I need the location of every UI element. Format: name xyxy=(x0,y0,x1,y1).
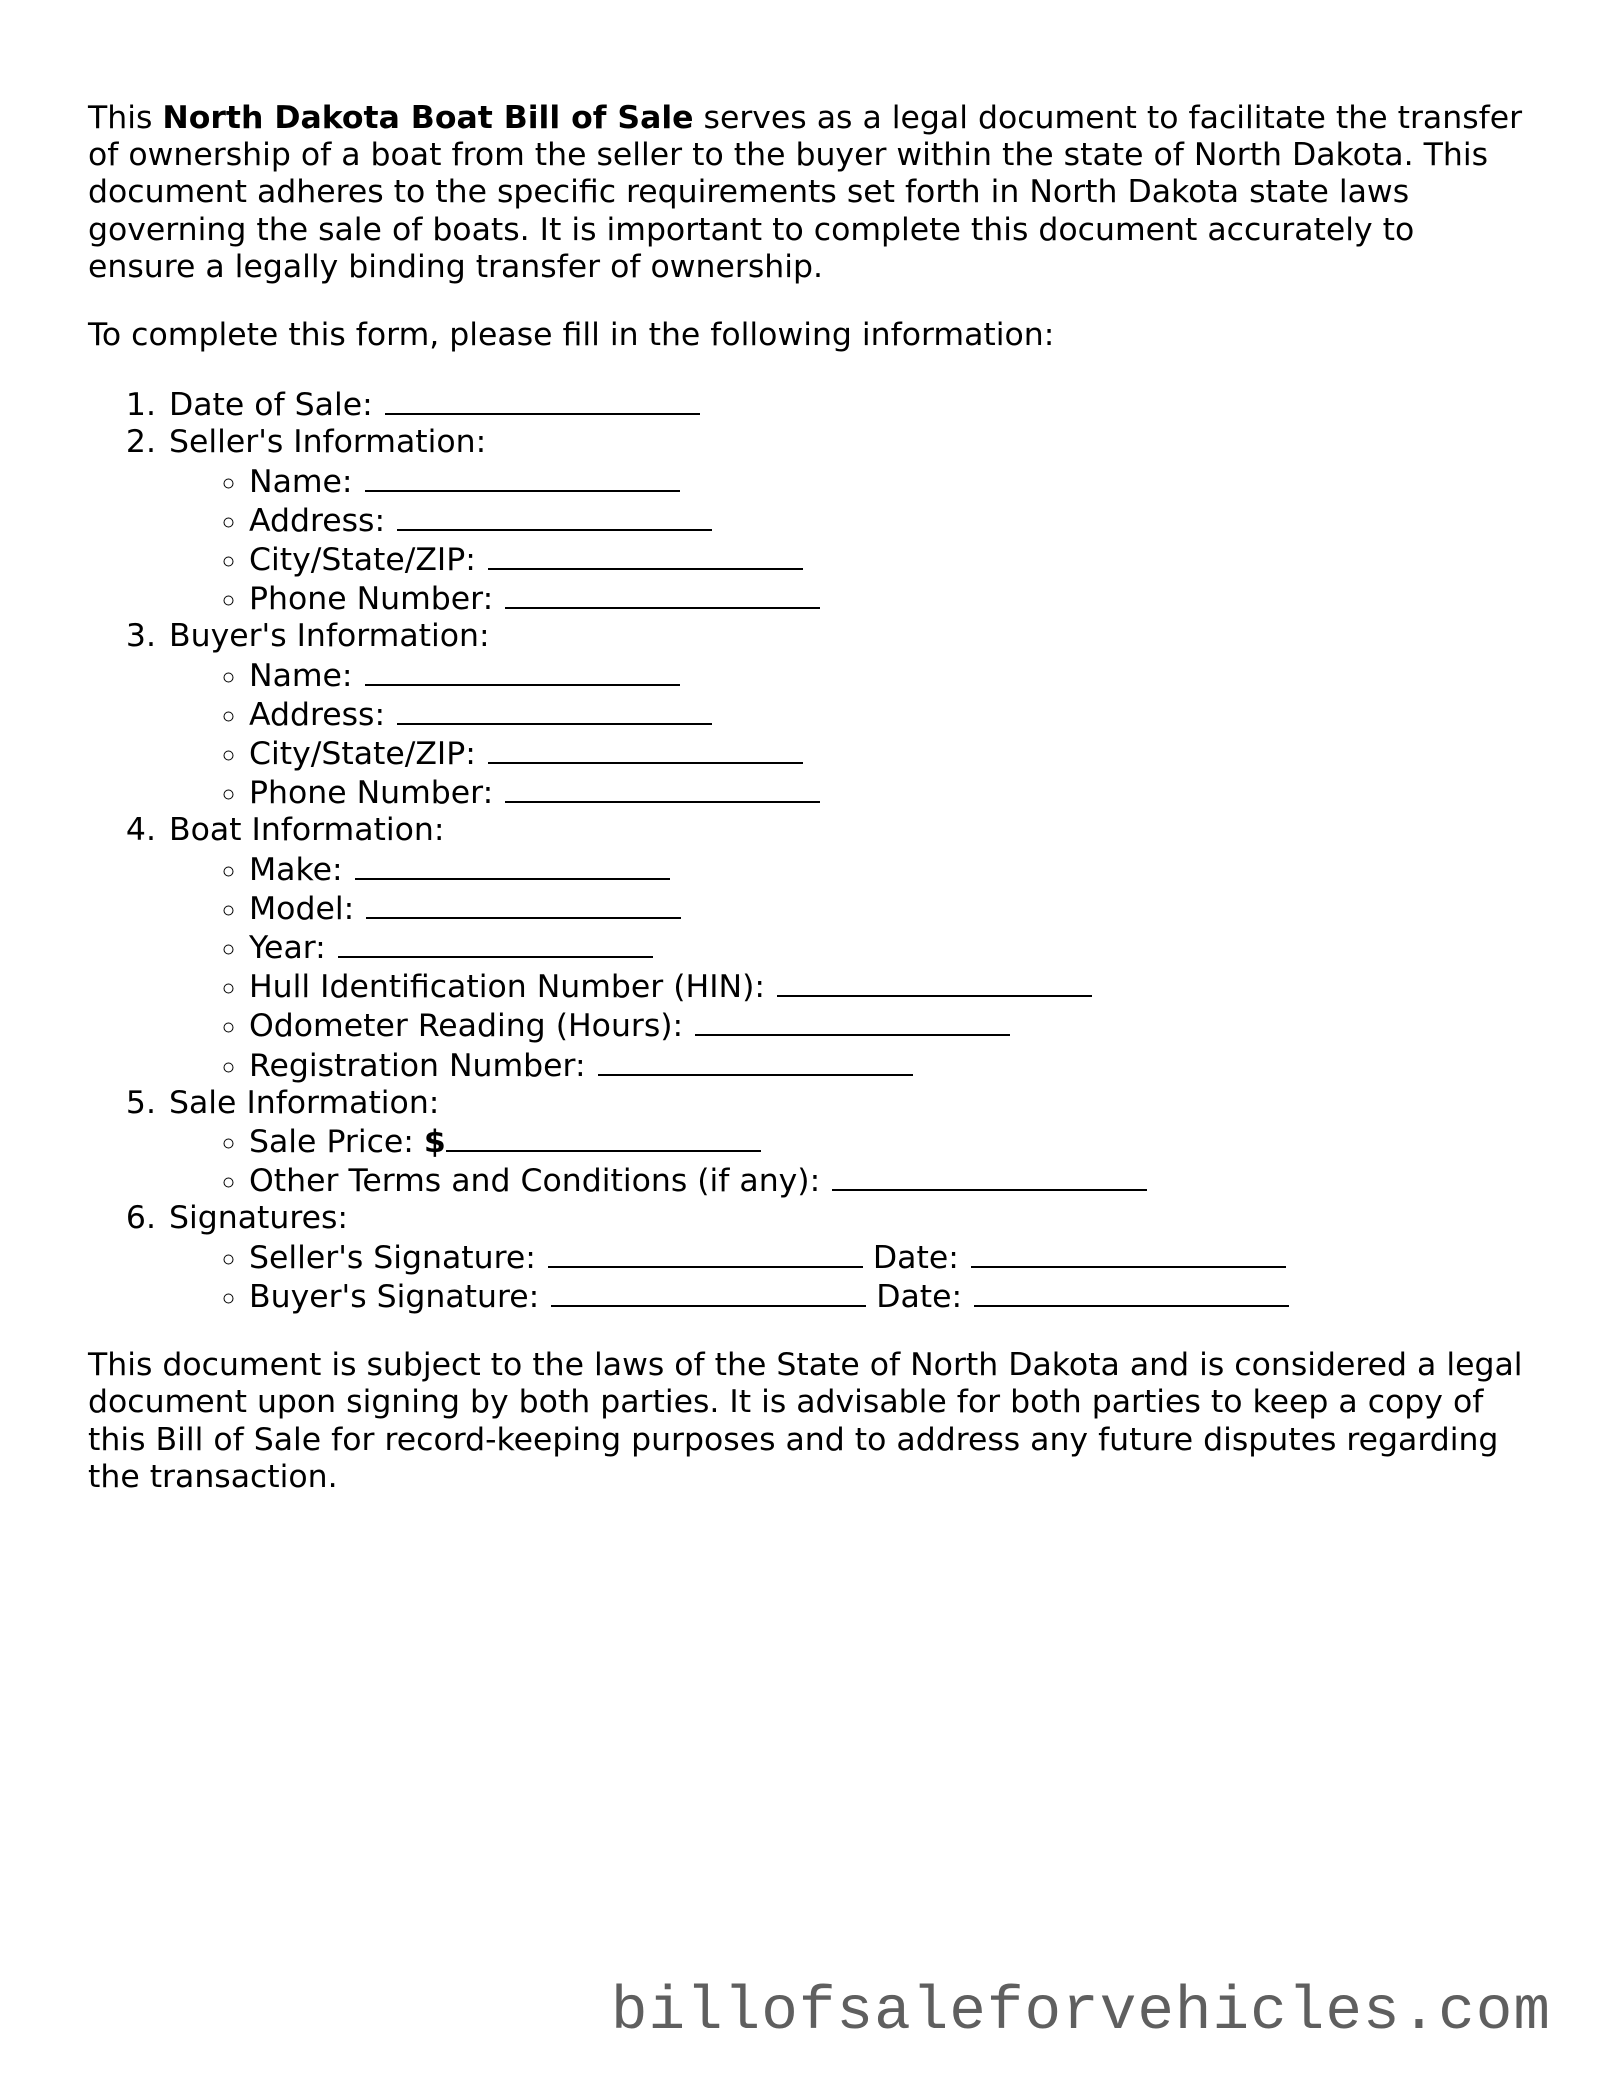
seller-address-blank[interactable] xyxy=(397,501,712,531)
boat-make-field xyxy=(249,850,1528,889)
buyer-address-label: Address: xyxy=(249,696,386,733)
buyer-phone-field xyxy=(249,773,1528,812)
boat-fields xyxy=(169,850,1528,1085)
boat-model-label: Model: xyxy=(249,890,355,927)
seller-phone-blank[interactable] xyxy=(505,579,820,609)
seller-phone-label: Phone Number: xyxy=(249,581,494,618)
section-seller-information xyxy=(166,424,1528,618)
site-watermark: billofsaleforvehicles.com xyxy=(610,1978,1551,2047)
currency-symbol: $ xyxy=(423,1124,446,1161)
boat-year-blank[interactable] xyxy=(338,928,653,958)
sale-fields xyxy=(169,1122,1528,1200)
boat-odometer-label: Odometer Reading (Hours): xyxy=(249,1008,684,1045)
sale-price-field xyxy=(249,1122,1528,1161)
boat-model-field xyxy=(249,889,1528,928)
seller-city-state-zip-label: City/State/ZIP: xyxy=(249,542,476,579)
boat-hin-label: Hull Identification Number (HIN): xyxy=(249,969,765,1006)
buyer-name-field xyxy=(249,656,1528,695)
buyer-signature-blank[interactable] xyxy=(551,1277,866,1307)
buyer-city-state-zip-label: City/State/ZIP: xyxy=(249,736,476,773)
boat-odometer-field xyxy=(249,1006,1528,1045)
buyer-name-label: Name: xyxy=(249,657,353,694)
seller-heading: Seller's Information: xyxy=(169,424,487,461)
buyer-signature-label: Buyer's Signature: xyxy=(249,1278,540,1315)
intro-body: serves as a legal document to facilitate the transfer of ownership of a boat from the seller to the buyer within the state of North Dakota. This document adheres to the specific requirements set forth in North Dakota state laws governing the sale of boats. It is important to complete this document accurately to ensure a legally binding transfer of ownership. xyxy=(88,100,1523,285)
signatures-heading: Signatures: xyxy=(169,1200,348,1237)
buyer-city-state-zip-blank[interactable] xyxy=(488,734,803,764)
boat-registration-label: Registration Number: xyxy=(249,1047,586,1084)
buyer-date-blank[interactable] xyxy=(974,1277,1289,1307)
seller-fields xyxy=(169,462,1528,619)
boat-odometer-blank[interactable] xyxy=(695,1006,1010,1036)
section-sale-information xyxy=(166,1085,1528,1201)
seller-name-label: Name: xyxy=(249,463,353,500)
seller-address-field xyxy=(249,501,1528,540)
buyer-fields xyxy=(169,656,1528,813)
date-of-sale-label: Date of Sale: xyxy=(169,387,373,424)
date-of-sale-blank[interactable] xyxy=(385,385,700,415)
buyer-date-label: Date: xyxy=(876,1278,963,1315)
boat-make-label: Make: xyxy=(249,851,343,888)
seller-address-label: Address: xyxy=(249,502,386,539)
buyer-phone-label: Phone Number: xyxy=(249,775,494,812)
seller-date-label: Date: xyxy=(872,1239,959,1276)
document-page xyxy=(88,100,1528,1496)
buyer-name-blank[interactable] xyxy=(365,656,680,686)
boat-registration-blank[interactable] xyxy=(598,1046,913,1076)
other-terms-label: Other Terms and Conditions (if any): xyxy=(249,1163,821,1200)
boat-year-field xyxy=(249,928,1528,967)
field-date-of-sale xyxy=(166,385,1528,424)
buyer-address-blank[interactable] xyxy=(397,695,712,725)
seller-signature-field xyxy=(249,1238,1528,1277)
instructions: To complete this form, please fill in the following information: xyxy=(88,317,1055,354)
seller-signature-label: Seller's Signature: xyxy=(249,1239,536,1276)
buyer-address-field xyxy=(249,695,1528,734)
section-buyer-information xyxy=(166,618,1528,812)
buyer-phone-blank[interactable] xyxy=(505,773,820,803)
boat-model-blank[interactable] xyxy=(366,889,681,919)
boat-hin-blank[interactable] xyxy=(777,967,1092,997)
seller-date-blank[interactable] xyxy=(971,1238,1286,1268)
other-terms-blank[interactable] xyxy=(832,1161,1147,1191)
buyer-city-state-zip-field xyxy=(249,734,1528,773)
intro-paragraph xyxy=(88,100,1528,286)
sale-heading: Sale Information: xyxy=(169,1084,440,1121)
document-title: North Dakota Boat Bill of Sale xyxy=(162,100,694,136)
boat-registration-field xyxy=(249,1046,1528,1085)
boat-heading: Boat Information: xyxy=(169,812,445,849)
closing-paragraph: This document is subject to the laws of the State of North Dakota and is considered a legal document upon signing by both parties. It is advisable for both parties to keep a copy of this Bill of Sale for record-keeping purposes and to address any future disputes regarding the transaction. xyxy=(88,1347,1523,1495)
seller-name-blank[interactable] xyxy=(365,462,680,492)
signature-fields xyxy=(169,1238,1528,1316)
sale-price-blank[interactable] xyxy=(446,1122,761,1152)
boat-make-blank[interactable] xyxy=(355,850,670,880)
buyer-heading: Buyer's Information: xyxy=(169,618,490,655)
other-terms-field xyxy=(249,1161,1528,1200)
seller-phone-field xyxy=(249,579,1528,618)
seller-name-field xyxy=(249,462,1528,501)
seller-city-state-zip-blank[interactable] xyxy=(488,540,803,570)
seller-signature-blank[interactable] xyxy=(548,1238,863,1268)
intro-prefix: This xyxy=(88,100,163,136)
form-fields-list xyxy=(88,385,1528,1316)
seller-city-state-zip-field xyxy=(249,540,1528,579)
sale-price-label: Sale Price: xyxy=(249,1124,414,1161)
buyer-signature-field xyxy=(249,1277,1528,1316)
section-boat-information xyxy=(166,812,1528,1084)
boat-year-label: Year: xyxy=(249,930,326,967)
boat-hin-field xyxy=(249,967,1528,1006)
section-signatures xyxy=(166,1200,1528,1316)
